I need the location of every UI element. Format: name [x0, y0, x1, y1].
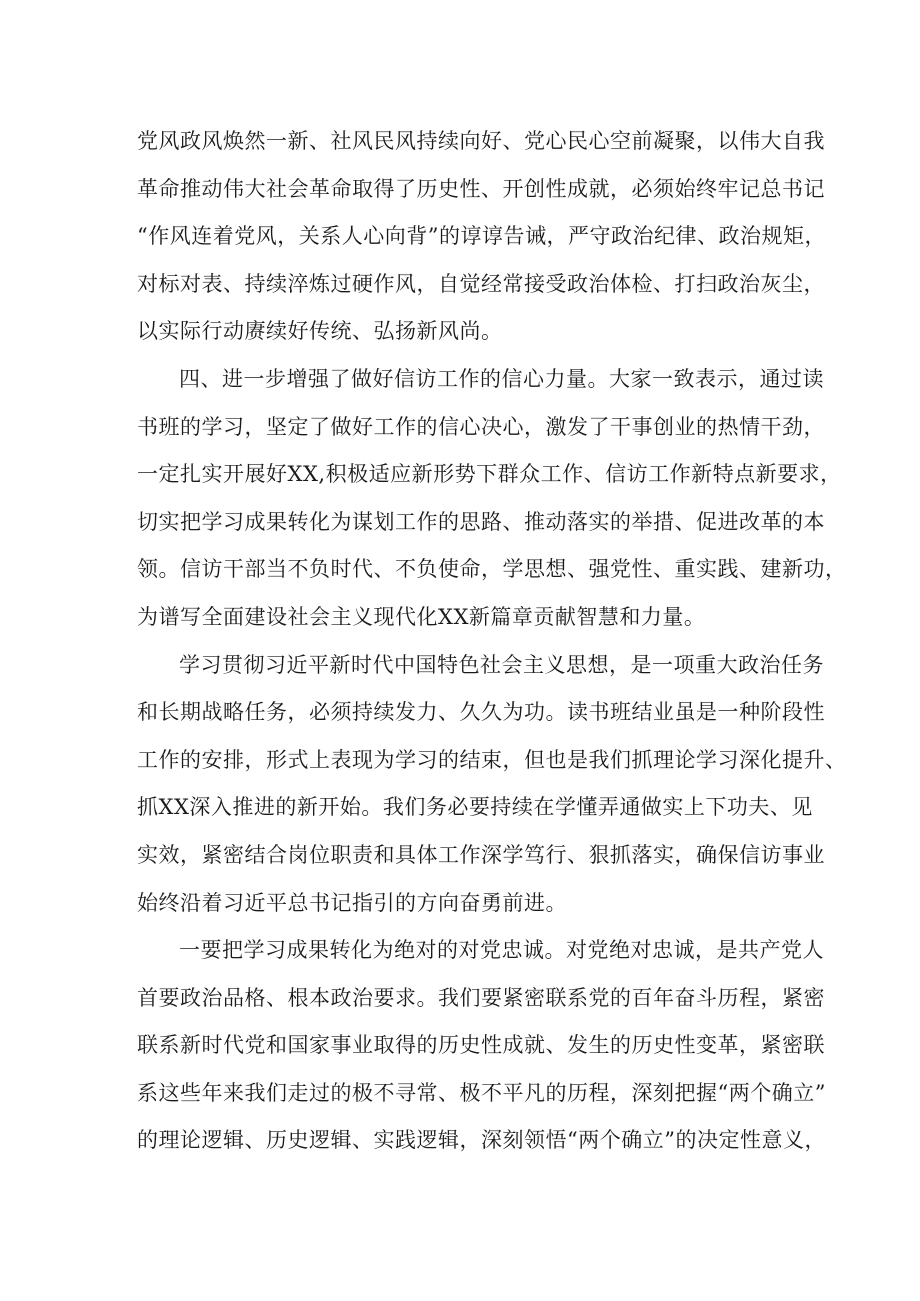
text-line: 党风政风焕然一新、社风民风持续向好、党心民心空前凝聚，以伟大自我 [137, 129, 825, 153]
text-line: 书班的学习，坚定了做好工作的信心决心，激发了干事创业的热情干劲， [137, 414, 825, 439]
text-line: 领。信访干部当不负时代、不负使命，学思想、强党性、重实践、建新功， [137, 557, 847, 582]
text-line: 工作的安排，形式上表现为学习的结束，但也是我们抓理论学习深化提升、 [137, 747, 847, 772]
paragraph-4 [137, 927, 826, 1165]
text-line: 联系新时代党和国家事业取得的历史性成就、发生的历史性变革，紧密联 [137, 1033, 825, 1058]
text-line: 以实际行动赓续好传统、弘扬新风尚。 [137, 319, 503, 344]
text-line: “作风连着党风，关系人心向背”的谆谆告诫，严守政治纪律、政治规矩， [137, 224, 826, 249]
text-line: 革命推动伟大社会革命取得了历史性、开创性成就，必须始终牢记总书记 [137, 176, 825, 201]
paragraph-3 [137, 642, 847, 928]
text-line: 实效，紧密结合岗位职责和具体工作深学笃行、狠抓落实，确保信访事业 [137, 842, 825, 867]
text-line: 一要把学习成果转化为绝对的对党忠诚。对党绝对忠诚，是共产党人 [179, 938, 824, 963]
text-line: 为谱写全面建设社会主义现代化XX新篇章贡献智慧和力量。 [137, 604, 706, 629]
text-line: 学习贯彻习近平新时代中国特色社会主义思想，是一项重大政治任务 [179, 652, 824, 677]
text-line: 一定扎实开展好XX,积极适应新形势下群众工作、信访工作新特点新要求， [137, 462, 842, 487]
text-line: 对标对表、持续淬炼过硬作风，自觉经常接受政治体检、打扫政治灰尘， [137, 271, 825, 296]
text-line: 和长期战略任务，必须持续发力、久久为功。读书班结业虽是一种阶段性 [137, 700, 825, 725]
text-line: 首要政治品格、根本政治要求。我们要紧密联系党的百年奋斗历程，紧密 [137, 985, 825, 1010]
text-line: 切实把学习成果转化为谋划工作的思路、推动落实的举措、促进改革的本 [137, 509, 825, 534]
text-line: 四、进一步增强了做好信访工作的信心力量。大家一致表示，通过读 [179, 366, 824, 391]
text-line: 的理论逻辑、历史逻辑、实践逻辑，深刻领悟“两个确立”的决定性意义， [137, 1128, 826, 1153]
text-line: 系这些年来我们走过的极不寻常、极不平凡的历程，深刻把握“两个确立” [137, 1080, 826, 1105]
text-line: 始终沿着习近平总书记指引的方向奋勇前进。 [137, 890, 567, 915]
text-line: 抓XX深入推进的新开始。我们务必要持续在学懂弄通做实上下功夫、见 [137, 795, 813, 820]
document-body [137, 118, 847, 1165]
paragraph-1 [137, 118, 826, 356]
paragraph-2 [137, 356, 847, 642]
